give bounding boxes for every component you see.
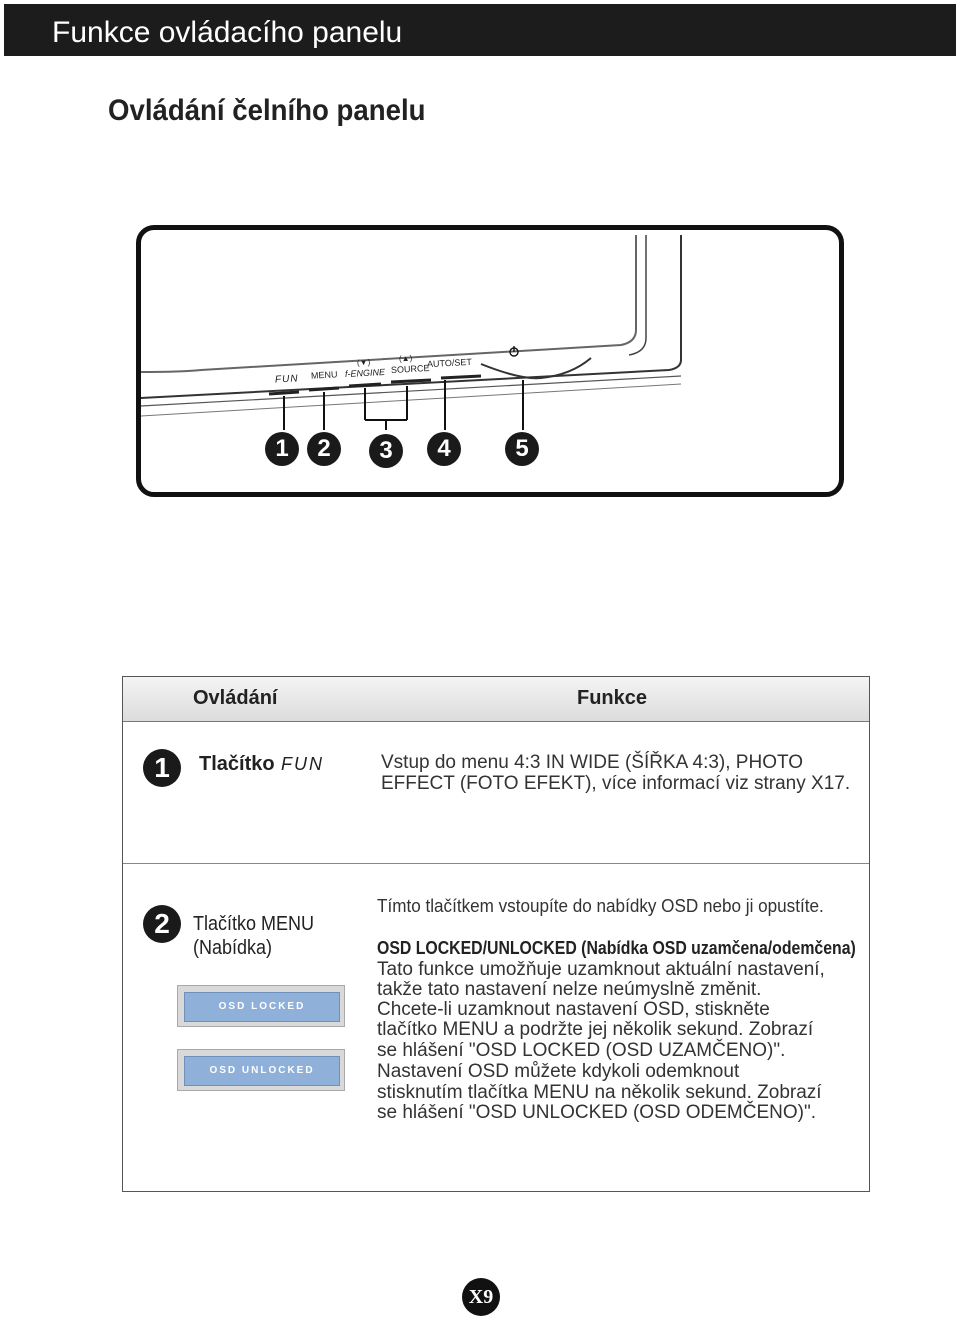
row-2-body-line-6: Nastavení OSD můžete kdykoli odemknout xyxy=(377,1061,740,1082)
row-1-label: Tlačítko xyxy=(199,753,275,775)
row-2-body-line-1: Tato funkce umožňuje uzamknout aktuální nastavení, xyxy=(377,959,825,980)
row-2-body-line-7: stisknutím tlačítka MENU na několik sekund. Zobrazí xyxy=(377,1082,822,1103)
row-1-number: 1 xyxy=(143,749,181,787)
autoset-button-label: AUTO/SET xyxy=(426,356,473,370)
header-bar xyxy=(4,4,956,56)
osd-unlocked-preview xyxy=(177,1049,345,1091)
column-header-function: Funkce xyxy=(577,687,648,709)
table-header xyxy=(123,677,869,722)
row-2-number: 2 xyxy=(143,905,181,943)
fun-logo: FUN xyxy=(281,754,324,774)
row-2-bold-heading: OSD LOCKED/UNLOCKED (Nabídka OSD uzamčena/odemčena) xyxy=(377,938,856,958)
source-button-label: SOURCE xyxy=(390,362,430,376)
osd-locked-message: OSD LOCKED xyxy=(184,992,340,1022)
row-2-body-line-4: tlačítko MENU a podržte jej několik sekund. Zobrazí xyxy=(377,1019,814,1040)
osd-locked-preview xyxy=(177,985,345,1027)
fengine-arrow-label: (▼) xyxy=(356,357,371,368)
row-2-label-line-2: (Nabídka) xyxy=(193,937,273,959)
row-2-body-line-5: se hlášení "OSD LOCKED (OSD UZAMČENO)". xyxy=(377,1040,786,1061)
row-2-body-line-3: Chcete-li uzamknout nastavení OSD, stiskněte xyxy=(377,999,770,1020)
callout-1: 1 xyxy=(265,432,299,466)
page-header-title: Funkce ovládacího panelu xyxy=(52,16,403,49)
callout-4: 4 xyxy=(427,432,461,466)
fun-logo-label: FUN xyxy=(274,373,299,386)
row-divider xyxy=(123,863,869,864)
row-2-body-line-8: se hlášení "OSD UNLOCKED (OSD ODEMČENO)". xyxy=(377,1102,816,1123)
fengine-button-label: f-ENGINE xyxy=(344,366,386,380)
monitor-bezel-illustration xyxy=(141,230,839,492)
section-title: Ovládání čelního panelu xyxy=(108,94,426,127)
callout-5: 5 xyxy=(505,432,539,466)
row-2-intro: Tímto tlačítkem vstoupíte do nabídky OSD nebo ji opustíte. xyxy=(377,896,824,916)
row-2-body-line-2: takže tato nastavení nelze neúmyslně změnit. xyxy=(377,979,762,1000)
menu-button-label: MENU xyxy=(310,369,338,381)
column-header-control: Ovládání xyxy=(193,687,278,709)
page-number-badge: X9 xyxy=(462,1278,500,1316)
osd-unlocked-message: OSD UNLOCKED xyxy=(184,1056,340,1086)
row-1-description-line-1: Vstup do menu 4:3 IN WIDE (ŠÍŘKA 4:3), PHOTO xyxy=(381,752,804,773)
row-1-description-line-2: EFFECT (FOTO EFEKT), více informací viz strany X17. xyxy=(381,773,851,794)
front-panel-figure xyxy=(136,225,844,497)
source-arrow-label: (▲) xyxy=(398,353,413,364)
callout-2: 2 xyxy=(307,432,341,466)
row-2-label-line-1: Tlačítko MENU xyxy=(193,913,315,935)
callout-3: 3 xyxy=(369,434,403,468)
controls-table xyxy=(122,676,870,1192)
